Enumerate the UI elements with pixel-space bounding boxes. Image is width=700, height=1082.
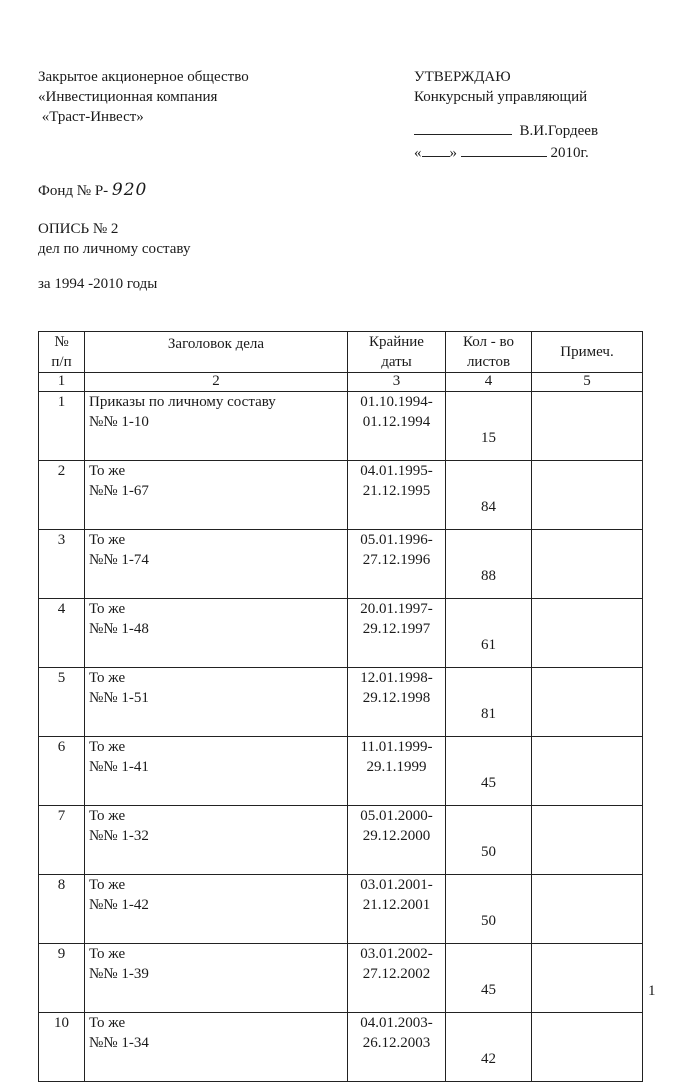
row-note	[532, 737, 643, 806]
row-dates	[348, 392, 446, 461]
row-date-start: 03.01.2001-	[360, 877, 433, 893]
row-title	[85, 806, 348, 875]
table-row	[39, 530, 643, 599]
row-note	[532, 875, 643, 944]
header-sheets	[446, 332, 532, 373]
inventory-table	[38, 331, 643, 1082]
table-row	[39, 944, 643, 1013]
row-date-start: 20.01.1997-	[360, 601, 433, 617]
row-dates	[348, 668, 446, 737]
header-num-line1: №	[54, 334, 69, 350]
row-title-line2: №№ 1-48	[89, 621, 149, 637]
row-note	[532, 1013, 643, 1082]
table-row	[39, 737, 643, 806]
inventory-period: за 1994 -2010 годы	[38, 276, 158, 292]
row-date-end: 27.12.2002	[362, 966, 431, 982]
row-number: 4	[39, 599, 85, 668]
row-sheets: 50	[446, 875, 532, 944]
row-number: 8	[39, 875, 85, 944]
row-note	[532, 668, 643, 737]
row-title	[85, 737, 348, 806]
header-num	[39, 332, 85, 373]
row-sheets: 61	[446, 599, 532, 668]
row-sheets: 81	[446, 668, 532, 737]
row-title-line1: То же	[89, 877, 126, 893]
signature-blank	[414, 120, 512, 135]
table-row	[39, 1013, 643, 1082]
row-date-start: 01.10.1994-	[360, 394, 433, 410]
row-dates	[348, 737, 446, 806]
table-row	[39, 599, 643, 668]
row-sheets: 42	[446, 1013, 532, 1082]
row-date-end: 29.12.1997	[362, 621, 431, 637]
org-line-3: «Траст-Инвест»	[38, 109, 144, 125]
row-sheets: 15	[446, 392, 532, 461]
row-title-line1: То же	[89, 808, 126, 824]
row-sheets: 88	[446, 530, 532, 599]
row-number: 3	[39, 530, 85, 599]
row-title	[85, 944, 348, 1013]
approval-block	[414, 67, 598, 163]
inventory-subtitle: дел по личному составу	[38, 241, 191, 257]
row-note	[532, 944, 643, 1013]
table-row	[39, 875, 643, 944]
row-title-line1: То же	[89, 463, 126, 479]
row-note	[532, 530, 643, 599]
date-quote-close: »	[449, 145, 457, 161]
fond-label: Фонд № Р-	[38, 183, 112, 199]
row-title-line1: То же	[89, 946, 126, 962]
fond-number	[38, 180, 147, 200]
row-number: 2	[39, 461, 85, 530]
header-dates-line1: Крайние	[369, 334, 424, 350]
row-dates	[348, 806, 446, 875]
table-body	[39, 392, 643, 1082]
row-dates	[348, 875, 446, 944]
row-title-line1: То же	[89, 1015, 126, 1031]
org-line-2: «Инвестиционная компания	[38, 89, 218, 105]
row-dates	[348, 944, 446, 1013]
row-title	[85, 461, 348, 530]
row-title	[85, 392, 348, 461]
organization-block	[38, 67, 249, 127]
row-title-line1: То же	[89, 601, 126, 617]
table-row	[39, 806, 643, 875]
row-date-end: 27.12.1996	[362, 552, 431, 568]
approve-name: В.И.Гордеев	[519, 123, 599, 139]
row-number: 7	[39, 806, 85, 875]
row-title-line2: №№ 1-74	[89, 552, 149, 568]
inventory-title: ОПИСЬ № 2	[38, 221, 119, 237]
day-blank	[422, 142, 450, 157]
row-note	[532, 599, 643, 668]
row-title-line2: №№ 1-10	[89, 414, 149, 430]
approve-title: УТВЕРЖДАЮ	[414, 69, 511, 85]
row-number: 1	[39, 392, 85, 461]
row-title-line2: №№ 1-32	[89, 828, 149, 844]
table-row	[39, 668, 643, 737]
row-title-line2: №№ 1-51	[89, 690, 149, 706]
row-title	[85, 875, 348, 944]
row-title	[85, 530, 348, 599]
row-number: 10	[39, 1013, 85, 1082]
row-note	[532, 461, 643, 530]
row-title-line2: №№ 1-39	[89, 966, 149, 982]
row-date-start: 11.01.1999-	[360, 739, 433, 755]
column-number: 5	[532, 373, 643, 392]
row-dates	[348, 461, 446, 530]
table-row	[39, 392, 643, 461]
header-dates-line2: даты	[381, 354, 412, 370]
row-number: 6	[39, 737, 85, 806]
row-dates	[348, 599, 446, 668]
date-line	[414, 142, 598, 163]
header-note: Примеч.	[532, 332, 643, 373]
row-date-start: 12.01.1998-	[360, 670, 433, 686]
table-row	[39, 461, 643, 530]
row-note	[532, 806, 643, 875]
signature-line	[414, 120, 598, 141]
inventory-title-block	[38, 219, 191, 259]
row-title-line2: №№ 1-42	[89, 897, 149, 913]
column-number: 2	[85, 373, 348, 392]
date-quote-open: «	[414, 145, 422, 161]
row-title	[85, 599, 348, 668]
column-number: 4	[446, 373, 532, 392]
row-sheets: 45	[446, 737, 532, 806]
row-title-line1: То же	[89, 739, 126, 755]
row-sheets: 84	[446, 461, 532, 530]
column-number: 1	[39, 373, 85, 392]
row-number: 9	[39, 944, 85, 1013]
date-year: 2010г.	[550, 145, 589, 161]
row-sheets: 45	[446, 944, 532, 1013]
row-date-start: 04.01.2003-	[360, 1015, 433, 1031]
row-title-line1: То же	[89, 670, 126, 686]
month-blank	[461, 142, 547, 157]
row-date-start: 05.01.2000-	[360, 808, 433, 824]
row-title	[85, 1013, 348, 1082]
row-date-start: 04.01.1995-	[360, 463, 433, 479]
row-title-line2: №№ 1-41	[89, 759, 149, 775]
header-sheets-line1: Кол - во	[462, 334, 515, 350]
row-sheets: 50	[446, 806, 532, 875]
row-title-line1: То же	[89, 532, 126, 548]
row-date-end: 21.12.1995	[362, 483, 431, 499]
row-date-end: 26.12.2003	[362, 1035, 431, 1051]
row-title	[85, 668, 348, 737]
table-header-row	[39, 332, 643, 373]
row-date-end: 01.12.1994	[362, 414, 431, 430]
row-dates	[348, 1013, 446, 1082]
header-dates	[348, 332, 446, 373]
row-date-start: 03.01.2002-	[360, 946, 433, 962]
row-title-line2: №№ 1-67	[89, 483, 149, 499]
row-title-line2: №№ 1-34	[89, 1035, 149, 1051]
row-date-start: 05.01.1996-	[360, 532, 433, 548]
row-title-line1: Приказы по личному составу	[89, 394, 276, 410]
row-note	[532, 392, 643, 461]
row-date-end: 29.12.1998	[362, 690, 431, 706]
org-line-1: Закрытое акционерное общество	[38, 69, 249, 85]
header-title: Заголовок дела	[85, 332, 348, 373]
page-number: 1	[648, 983, 656, 999]
approve-position: Конкурсный управляющий	[414, 89, 588, 105]
row-dates	[348, 530, 446, 599]
header-num-line2: п/п	[51, 354, 72, 370]
header-sheets-line2: листов	[466, 354, 511, 370]
row-date-end: 29.12.2000	[362, 828, 431, 844]
column-number-row	[39, 373, 643, 392]
column-number: 3	[348, 373, 446, 392]
row-date-end: 29.1.1999	[366, 759, 427, 775]
row-date-end: 21.12.2001	[362, 897, 431, 913]
fond-handwritten-number: 920	[111, 180, 148, 200]
row-number: 5	[39, 668, 85, 737]
